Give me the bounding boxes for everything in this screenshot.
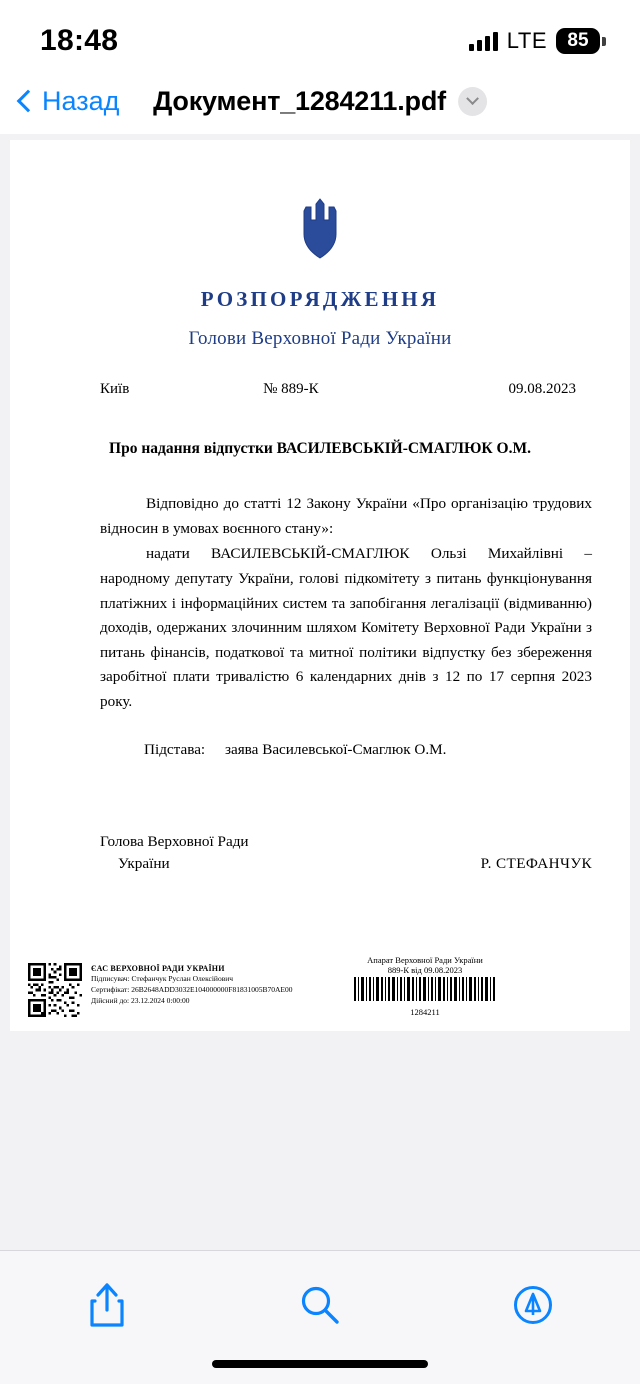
battery-indicator xyxy=(556,28,606,54)
document-basis-label: Підстава: xyxy=(144,740,206,758)
document-subject: Про надання відпустки ВАСИЛЕВСЬКІЙ-СМАГЛЮК О.М. xyxy=(109,440,531,457)
document-menu-button[interactable] xyxy=(458,87,487,116)
home-indicator xyxy=(212,1360,428,1368)
document-heading: РОЗПОРЯДЖЕННЯ xyxy=(200,287,440,311)
document-heading-block xyxy=(10,287,630,350)
page-title: Документ_1284211.pdf xyxy=(153,85,446,116)
signer-name: Р. СТЕФАНЧУК xyxy=(480,855,592,873)
stamp-line-2: Підписувач: Стефанчук Руслан Олексійович xyxy=(91,974,234,984)
search-icon xyxy=(299,1284,341,1326)
digital-signature-stamp xyxy=(28,963,292,1017)
barcode-line-3: 1284211 xyxy=(410,1007,440,1017)
barcode-line-2: 889-К від 09.08.2023 xyxy=(387,965,463,975)
document-city: Київ xyxy=(100,381,130,397)
bottom-toolbar xyxy=(0,1250,640,1384)
back-button[interactable] xyxy=(20,86,119,117)
stamp-text xyxy=(91,963,292,1006)
qr-code-icon xyxy=(28,963,82,1017)
navigation-bar xyxy=(0,68,640,134)
network-type-label: LTE xyxy=(506,28,547,53)
document-paragraph: надати ВАСИЛЕВСЬКІЙ-СМАГЛЮК Ользі Михайлівні – народному депутату України, голові підкомітету з питань функціонування платіжних і інформаційних систем та запобігання легалізації (відмиванню) доходів, одержаних злочинним шляхом Комітету Верховної Ради України з питань фінансів, податкової та митної політики відпустку без збереження заробітної плати тривалістю 6 календарних днів з 12 по 17 серпня 2023 року. xyxy=(100,545,592,710)
stamp-line-3: Сертифікат: 26B2648ADD3032E104000000F81831005B70AE00 xyxy=(91,985,293,994)
stamp-line-1: ЄАС ВЕРХОВНОЇ РАДИ УКРАЇНИ xyxy=(91,964,225,973)
chevron-down-icon xyxy=(466,92,479,105)
markup-button[interactable] xyxy=(498,1277,568,1333)
battery-percent-label: 85 xyxy=(556,28,600,54)
markup-pen-icon xyxy=(512,1284,554,1326)
document-meta-row xyxy=(100,381,576,398)
document-paragraph: Відповідно до статті 12 Закону України «Про організацію трудових відносин в умовах воєнного стану»: xyxy=(100,495,592,537)
document-basis-value: заява Василевської-Смаглюк О.М. xyxy=(224,740,447,758)
pdf-viewer[interactable] xyxy=(0,134,640,1250)
share-icon xyxy=(88,1282,126,1328)
document-basis-row xyxy=(144,741,630,759)
document-body xyxy=(100,492,592,715)
barcode-block xyxy=(352,955,498,1017)
status-indicators xyxy=(469,28,606,54)
stamp-line-4: Дійсний до: 23.12.2024 0:00:00 xyxy=(91,995,190,1005)
document-date: 09.08.2023 xyxy=(508,381,576,397)
chevron-left-icon xyxy=(17,90,40,113)
pdf-page xyxy=(10,140,630,1031)
barcode-line-1: Апарат Верховної Ради України xyxy=(367,955,483,965)
document-title-area xyxy=(153,86,487,117)
back-button-label: Назад xyxy=(42,85,120,116)
document-subheading: Голови Верховної Ради України xyxy=(188,328,452,349)
signer-title-line2: України xyxy=(118,855,170,873)
signal-bars-icon xyxy=(469,31,498,51)
status-bar xyxy=(0,0,640,68)
battery-tip-icon xyxy=(602,37,606,46)
search-button[interactable] xyxy=(285,1277,355,1333)
signer-title xyxy=(100,831,249,877)
share-button[interactable] xyxy=(72,1277,142,1333)
signature-block xyxy=(10,831,630,877)
ukraine-trident-emblem-icon xyxy=(10,140,630,265)
status-time: 18:48 xyxy=(40,24,119,57)
signer-title-line1: Голова Верховної Ради xyxy=(100,832,249,850)
document-number: № 889-К xyxy=(263,381,319,397)
barcode-icon xyxy=(352,977,498,1001)
